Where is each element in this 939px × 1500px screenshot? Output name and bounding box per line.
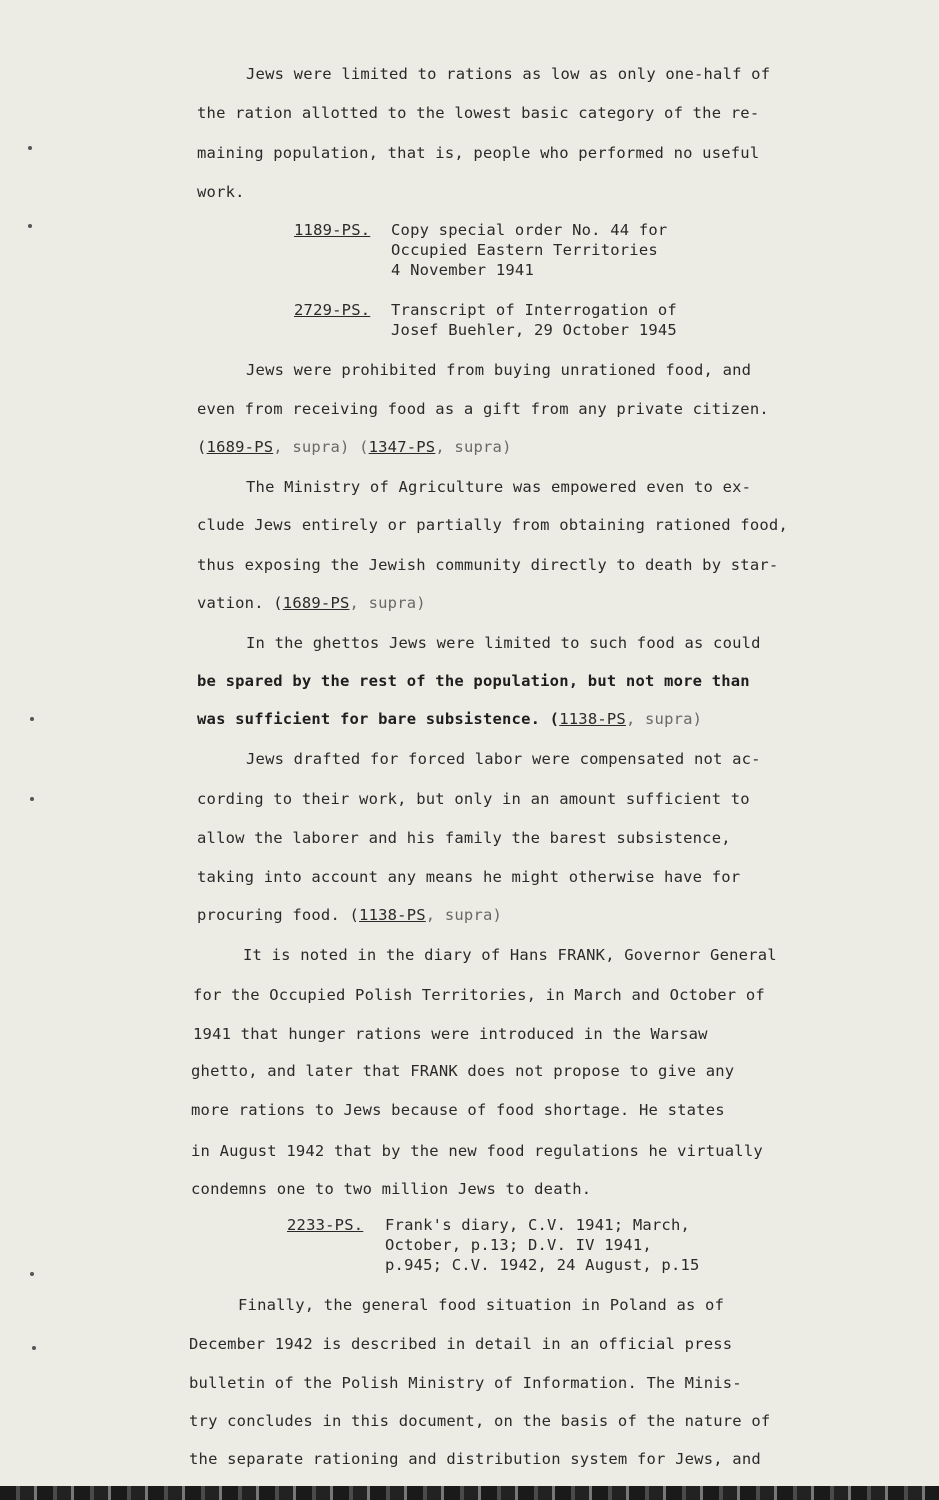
p6-line-6: in August 1942 that by the new food regulations he virtually xyxy=(191,1142,763,1160)
p2-line-1: Jews were prohibited from buying unrationed food, and xyxy=(246,361,752,379)
ref-1138-ps: 1138-PS xyxy=(559,710,626,728)
margin-speck xyxy=(30,1272,34,1276)
p3-line-4 xyxy=(197,593,426,613)
citation-2729-line-2: Josef Buehler, 29 October 1945 xyxy=(391,321,677,339)
p5-line-2: cording to their work, but only in an amount sufficient to xyxy=(197,790,750,808)
p7-line-1: Finally, the general food situation in Poland as of xyxy=(238,1296,725,1314)
p3-line-3: thus exposing the Jewish community directly to death by star- xyxy=(197,556,779,574)
citation-ref-2729: 2729-PS. xyxy=(294,301,371,319)
p5-line-5-pre: procuring food. ( xyxy=(197,906,360,924)
p2-refline-end: , supra) xyxy=(435,438,512,456)
ref-1689-ps-2: 1689-PS xyxy=(282,594,350,612)
p6-line-7: condemns one to two million Jews to death. xyxy=(191,1180,592,1198)
p2-line-2: even from receiving food as a gift from any private citizen. xyxy=(197,400,769,418)
p1-line-4: work. xyxy=(197,183,245,201)
p5-line-5 xyxy=(197,905,502,925)
p1-line-2: the ration allotted to the lowest basic category of the re- xyxy=(197,104,760,122)
citation-ref-1189: 1189-PS. xyxy=(294,221,371,239)
p1-line-3: maining population, that is, people who performed no useful xyxy=(197,144,760,162)
ref-1689-ps: 1689-PS xyxy=(206,438,274,456)
citation-2233-line-1: Frank's diary, C.V. 1941; March, xyxy=(385,1216,691,1234)
p6-line-5: more rations to Jews because of food shortage. He states xyxy=(191,1101,725,1119)
ref-1347-ps: 1347-PS xyxy=(368,438,436,456)
p6-line-1: It is noted in the diary of Hans FRANK, Governor General xyxy=(243,946,777,964)
p5-line-5-post: , supra) xyxy=(425,906,503,924)
p7-line-3: bulletin of the Polish Ministry of Information. The Minis- xyxy=(189,1374,742,1392)
citation-1189-line-3: 4 November 1941 xyxy=(391,261,534,279)
p5-line-4: taking into account any means he might otherwise have for xyxy=(197,868,741,886)
margin-speck xyxy=(30,717,34,721)
scan-edge-strip xyxy=(0,1486,939,1500)
margin-speck xyxy=(28,224,32,228)
p7-line-4: try concludes in this document, on the basis of the nature of xyxy=(189,1412,771,1430)
p2-refline-open: ( xyxy=(197,438,207,456)
citation-2729-line-1: Transcript of Interrogation of xyxy=(391,301,677,319)
p1-line-1: Jews were limited to rations as low as only one-half of xyxy=(246,65,771,83)
ref-1138-ps-2: 1138-PS xyxy=(359,906,426,924)
citation-2233-line-3: p.945; C.V. 1942, 24 August, p.15 xyxy=(385,1256,700,1274)
p3-line-2: clude Jews entirely or partially from obtaining rationed food, xyxy=(197,516,788,534)
p3-line-4-post: , supra) xyxy=(349,594,426,612)
margin-speck xyxy=(30,797,34,801)
citation-1189-line-2: Occupied Eastern Territories xyxy=(391,241,658,259)
p4-line-3-post: , supra) xyxy=(625,710,703,728)
p2-refline-mid: , supra) ( xyxy=(273,438,369,456)
p5-line-1: Jews drafted for forced labor were compensated not ac- xyxy=(246,750,761,768)
citation-1189-line-1: Copy special order No. 44 for xyxy=(391,221,668,239)
citation-2233-line-2: October, p.13; D.V. IV 1941, xyxy=(385,1236,652,1254)
p3-line-1: The Ministry of Agriculture was empowered even to ex- xyxy=(246,478,752,496)
p2-refline xyxy=(197,437,512,457)
p4-line-3-pre: was sufficient for bare subsistence. ( xyxy=(197,710,560,728)
p4-line-2: be spared by the rest of the population, but not more than xyxy=(197,672,750,690)
p7-line-2: December 1942 is described in detail in an official press xyxy=(189,1335,733,1353)
p6-line-2: for the Occupied Polish Territories, in March and October of xyxy=(193,986,765,1004)
p5-line-3: allow the laborer and his family the barest subsistence, xyxy=(197,829,731,847)
p6-line-4: ghetto, and later that FRANK does not propose to give any xyxy=(191,1062,735,1080)
citation-ref-2233: 2233-PS. xyxy=(287,1216,364,1234)
margin-speck xyxy=(32,1346,36,1350)
p4-line-1: In the ghettos Jews were limited to such food as could xyxy=(246,634,761,652)
p4-line-3 xyxy=(197,709,702,729)
p3-line-4-pre: vation. ( xyxy=(197,594,283,612)
p6-line-3: 1941 that hunger rations were introduced in the Warsaw xyxy=(193,1025,708,1043)
p7-line-5: the separate rationing and distribution system for Jews, and xyxy=(189,1450,761,1468)
margin-speck xyxy=(28,146,32,150)
